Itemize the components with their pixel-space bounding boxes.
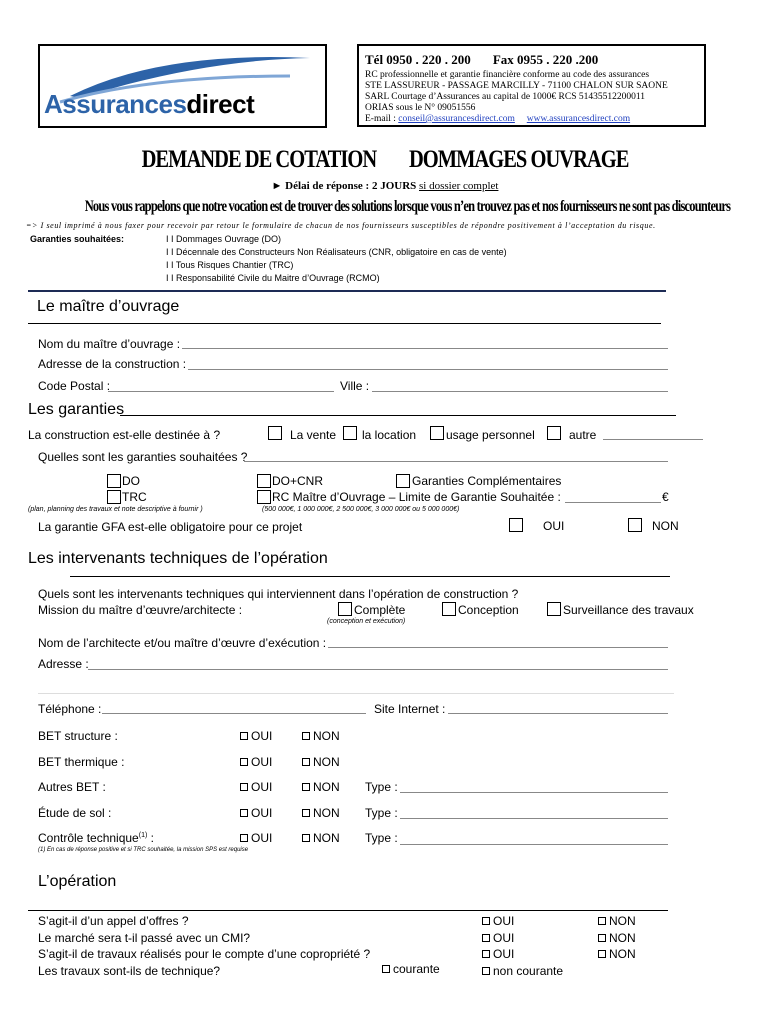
garantie-item-cnr[interactable]: I I Décennale des Constructeurs Non Réalisateurs (CNR, obligatoire en cas de vente)	[166, 247, 507, 257]
gfa-oui-checkbox[interactable]	[509, 518, 523, 532]
telephone-field[interactable]	[102, 713, 366, 714]
fax-notice: => I seul imprimé à nous faxer pour recevoir par retour le formulaire de chacun de nos fournisseurs susceptibles de répondre positivement à l’acceptation du risque.	[26, 221, 656, 230]
garanties-complementaires-checkbox[interactable]	[396, 474, 410, 488]
non-label: NON	[313, 755, 340, 769]
technique-question: Les travaux sont-ils de technique?	[38, 964, 221, 978]
non-courante-label: non courante	[493, 964, 564, 978]
do-cnr-checkbox[interactable]	[257, 474, 271, 488]
site-internet-label: Site Internet :	[374, 702, 446, 716]
checkbox-icon	[482, 917, 490, 925]
appel-offres-oui[interactable]	[482, 914, 514, 928]
title-left: DEMANDE DE COTATION	[141, 146, 377, 173]
controle-technique-non[interactable]	[302, 831, 340, 845]
etude-sol-non[interactable]	[302, 806, 340, 820]
usage-personnel-label: usage personnel	[446, 428, 535, 442]
checkbox-icon	[598, 917, 606, 925]
checkbox-icon	[598, 934, 606, 942]
garanties-field[interactable]	[244, 461, 668, 462]
oui-label: OUI	[493, 947, 515, 961]
section-underline	[28, 910, 668, 911]
fax-number: Fax 0955 . 220 .200	[492, 52, 599, 67]
appel-offres-non[interactable]	[598, 914, 636, 928]
technique-courante[interactable]	[382, 962, 440, 976]
rc-amount-note: (500 000€, 1 000 000€, 2 500 000€, 3 000 000€ ou 5 000 000€)	[262, 506, 460, 513]
controle-technique-type-field[interactable]	[400, 844, 668, 845]
adresse-construction-field[interactable]	[188, 369, 668, 370]
cmi-question: Le marché sera t-il passé avec un CMI?	[38, 931, 251, 945]
autre-field[interactable]	[603, 439, 703, 440]
contact-line-4: ORIAS sous le N° 09051556	[365, 103, 476, 113]
bet-thermique-non[interactable]	[302, 755, 340, 769]
mission-conception-label: Conception	[458, 603, 519, 617]
site-internet-field[interactable]	[448, 713, 668, 714]
garantie-item-do[interactable]: I I Dommages Ouvrage (DO)	[166, 234, 282, 244]
controle-technique-label	[38, 831, 154, 845]
section-title-operation: L’opération	[38, 873, 117, 890]
oui-label: OUI	[251, 780, 273, 794]
non-label: NON	[313, 780, 340, 794]
code-postal-label: Code Postal :	[38, 379, 111, 393]
section-divider	[28, 290, 666, 292]
non-label: NON	[609, 947, 636, 961]
sps-footnote: (1) En cas de réponse positive et si TRC souhaitée, la mission SPS est requise	[38, 847, 249, 853]
company-logo	[38, 44, 327, 128]
section-underline	[28, 323, 661, 324]
technique-non-courante[interactable]	[482, 964, 563, 978]
vente-label: La vente	[290, 428, 337, 442]
checkbox-icon	[482, 967, 490, 975]
copropriete-question: S’agit-il de travaux réalisés pour le compte d’une copropriété ?	[38, 947, 371, 961]
oui-label: OUI	[251, 729, 273, 743]
autre-label: autre	[569, 428, 597, 442]
gfa-non-label: NON	[652, 519, 679, 533]
code-postal-field[interactable]	[108, 391, 334, 392]
intervenants-question: Quels sont les intervenants techniques qui interviennent dans l’opération de construction ?	[38, 587, 519, 601]
checkbox-icon	[240, 783, 248, 791]
etude-sol-type-label: Type :	[365, 806, 398, 820]
garanties-label: Garanties souhaitées:	[30, 234, 125, 244]
contact-line-2: STE LASSUREUR - PASSAGE MARCILLY - 71100 CHALON SUR SAONE	[365, 81, 668, 91]
bet-structure-oui[interactable]	[240, 729, 272, 743]
appel-offres-question: S’agit-il d’un appel d’offres ?	[38, 914, 189, 928]
section-underline	[120, 415, 676, 416]
trc-note: (plan, planning des travaux et note descriptive à fournir )	[28, 506, 203, 513]
euro-sign: €	[662, 490, 669, 504]
checkbox-icon	[482, 934, 490, 942]
nom-architecte-field[interactable]	[328, 647, 668, 648]
trc-checkbox[interactable]	[107, 490, 121, 504]
garanties-question: Quelles sont les garanties souhaitées ?	[38, 450, 248, 464]
oui-label: OUI	[493, 931, 515, 945]
cmi-non[interactable]	[598, 931, 636, 945]
gfa-oui-label: OUI	[543, 519, 565, 533]
checkbox-icon	[240, 809, 248, 817]
limite-garantie-field[interactable]	[565, 502, 661, 503]
copropriete-oui[interactable]	[482, 947, 514, 961]
contact-box	[357, 44, 706, 127]
bet-structure-non[interactable]	[302, 729, 340, 743]
section-underline	[70, 576, 670, 577]
response-delay	[0, 180, 770, 192]
section-title-maitre: Le maître d’ouvrage	[37, 298, 180, 315]
maitre-nom-label: Nom du maître d’ouvrage :	[38, 337, 181, 351]
adresse-architecte-field[interactable]	[88, 669, 668, 670]
usage-personnel-checkbox[interactable]	[430, 426, 444, 440]
checkbox-icon	[302, 758, 310, 766]
checkbox-icon	[598, 950, 606, 958]
non-label: NON	[313, 806, 340, 820]
ville-label: Ville :	[340, 379, 370, 393]
bet-thermique-label: BET thermique :	[38, 755, 125, 769]
garanties-complementaires-label: Garanties Complémentaires	[412, 474, 562, 488]
checkbox-icon	[382, 965, 390, 973]
vente-checkbox[interactable]	[268, 426, 282, 440]
gfa-non-checkbox[interactable]	[628, 518, 642, 532]
mission-surveillance-checkbox[interactable]	[547, 602, 561, 616]
title-right: DOMMAGES OUVRAGE	[408, 146, 629, 173]
complete-note: (conception et exécution)	[327, 618, 406, 625]
bet-thermique-oui[interactable]	[240, 755, 272, 769]
do-checkbox[interactable]	[107, 474, 121, 488]
trc-label: TRC	[122, 490, 147, 504]
autres-bet-non[interactable]	[302, 780, 340, 794]
mission-label: Mission du maître d’œuvre/architecte :	[38, 603, 243, 617]
mission-complete-label: Complète	[354, 603, 406, 617]
etude-sol-oui[interactable]	[240, 806, 272, 820]
controle-technique-oui[interactable]	[240, 831, 272, 845]
checkbox-icon	[240, 732, 248, 740]
website-link[interactable]: www.assurancesdirect.com	[526, 114, 631, 124]
mission-complete-checkbox[interactable]	[338, 602, 352, 616]
adresse-construction-label: Adresse de la construction :	[38, 357, 187, 371]
gfa-question: La garantie GFA est-elle obligatoire pour ce projet	[38, 520, 303, 534]
tagline: Nous vous rappelons que notre vocation est de trouver des solutions lorsque vous n’en trouvez pas et nos fournisseurs ne sont pas discounteurs	[84, 198, 731, 215]
do-label: DO	[122, 474, 140, 488]
delay-text: ► Délai de réponse : 2 JOURS	[271, 180, 420, 192]
oui-label: OUI	[493, 914, 515, 928]
light-divider	[38, 693, 674, 694]
section-title-garanties: Les garanties	[28, 401, 125, 418]
oui-label: OUI	[251, 755, 273, 769]
checkbox-icon	[240, 834, 248, 842]
non-label: NON	[609, 931, 636, 945]
checkbox-icon	[482, 950, 490, 958]
logo-text-assurances: Assurances	[44, 89, 187, 119]
controle-technique-text: Contrôle technique	[38, 831, 139, 845]
logo-text	[44, 89, 254, 120]
section-title-intervenants: Les intervenants techniques de l’opération	[28, 550, 328, 567]
rc-maitre-checkbox[interactable]	[257, 490, 271, 504]
delay-condition: si dossier complet	[419, 180, 499, 192]
rc-maitre-label: RC Maître d’Ouvrage – Limite de Garantie Souhaitée :	[272, 490, 561, 504]
garantie-item-trc[interactable]: I I Tous Risques Chantier (TRC)	[166, 260, 294, 270]
telephone-label: Téléphone :	[38, 702, 102, 716]
destination-question: La construction est-elle destinée à ?	[28, 428, 221, 442]
contact-line-3: SARL Courtage d’Assurances au capital de 1000€ RCS 51435512200011	[365, 92, 646, 102]
phone-number: Tél 0950 . 220 . 200	[365, 52, 471, 67]
footnote-marker: (1)	[138, 832, 148, 839]
oui-label: OUI	[251, 806, 273, 820]
maitre-nom-field[interactable]	[182, 348, 668, 349]
non-label: NON	[313, 729, 340, 743]
nom-architecte-label: Nom de l’architecte et/ou maître d’œuvre d’exécution :	[38, 636, 327, 650]
non-label: NON	[313, 831, 340, 845]
colon: :	[147, 831, 154, 845]
location-label: la location	[362, 428, 417, 442]
oui-label: OUI	[251, 831, 273, 845]
bet-structure-label: BET structure :	[38, 729, 118, 743]
location-checkbox[interactable]	[343, 426, 357, 440]
controle-technique-type-label: Type :	[365, 831, 398, 845]
checkbox-icon	[302, 732, 310, 740]
copropriete-non[interactable]	[598, 947, 636, 961]
checkbox-icon	[302, 783, 310, 791]
checkbox-icon	[302, 834, 310, 842]
email-label: E-mail :	[365, 114, 399, 124]
page-title	[69, 146, 700, 174]
autre-checkbox[interactable]	[547, 426, 561, 440]
do-cnr-label: DO+CNR	[272, 474, 324, 488]
mission-surveillance-label: Surveillance des travaux	[563, 603, 694, 617]
autres-bet-label: Autres BET :	[38, 780, 106, 794]
ville-field[interactable]	[372, 391, 668, 392]
logo-text-direct: direct	[186, 89, 255, 119]
non-label: NON	[609, 914, 636, 928]
checkbox-icon	[302, 809, 310, 817]
mission-conception-checkbox[interactable]	[442, 602, 456, 616]
etude-sol-label: Étude de sol :	[38, 806, 112, 820]
checkbox-icon	[240, 758, 248, 766]
contact-line-1: RC professionnelle et garantie financière conforme au code des assurances	[365, 70, 650, 80]
autres-bet-oui[interactable]	[240, 780, 272, 794]
courante-label: courante	[393, 962, 440, 976]
autres-bet-type-label: Type :	[365, 780, 398, 794]
cmi-oui[interactable]	[482, 931, 514, 945]
adresse-architecte-label: Adresse :	[38, 657, 89, 671]
autres-bet-type-field[interactable]	[400, 792, 668, 793]
email-link[interactable]: conseil@assurancesdirect.com	[398, 114, 515, 124]
garantie-item-rcmo[interactable]: I I Responsabilité Civile du Maitre d’Ouvrage (RCMO)	[166, 273, 380, 283]
etude-sol-type-field[interactable]	[400, 818, 668, 819]
